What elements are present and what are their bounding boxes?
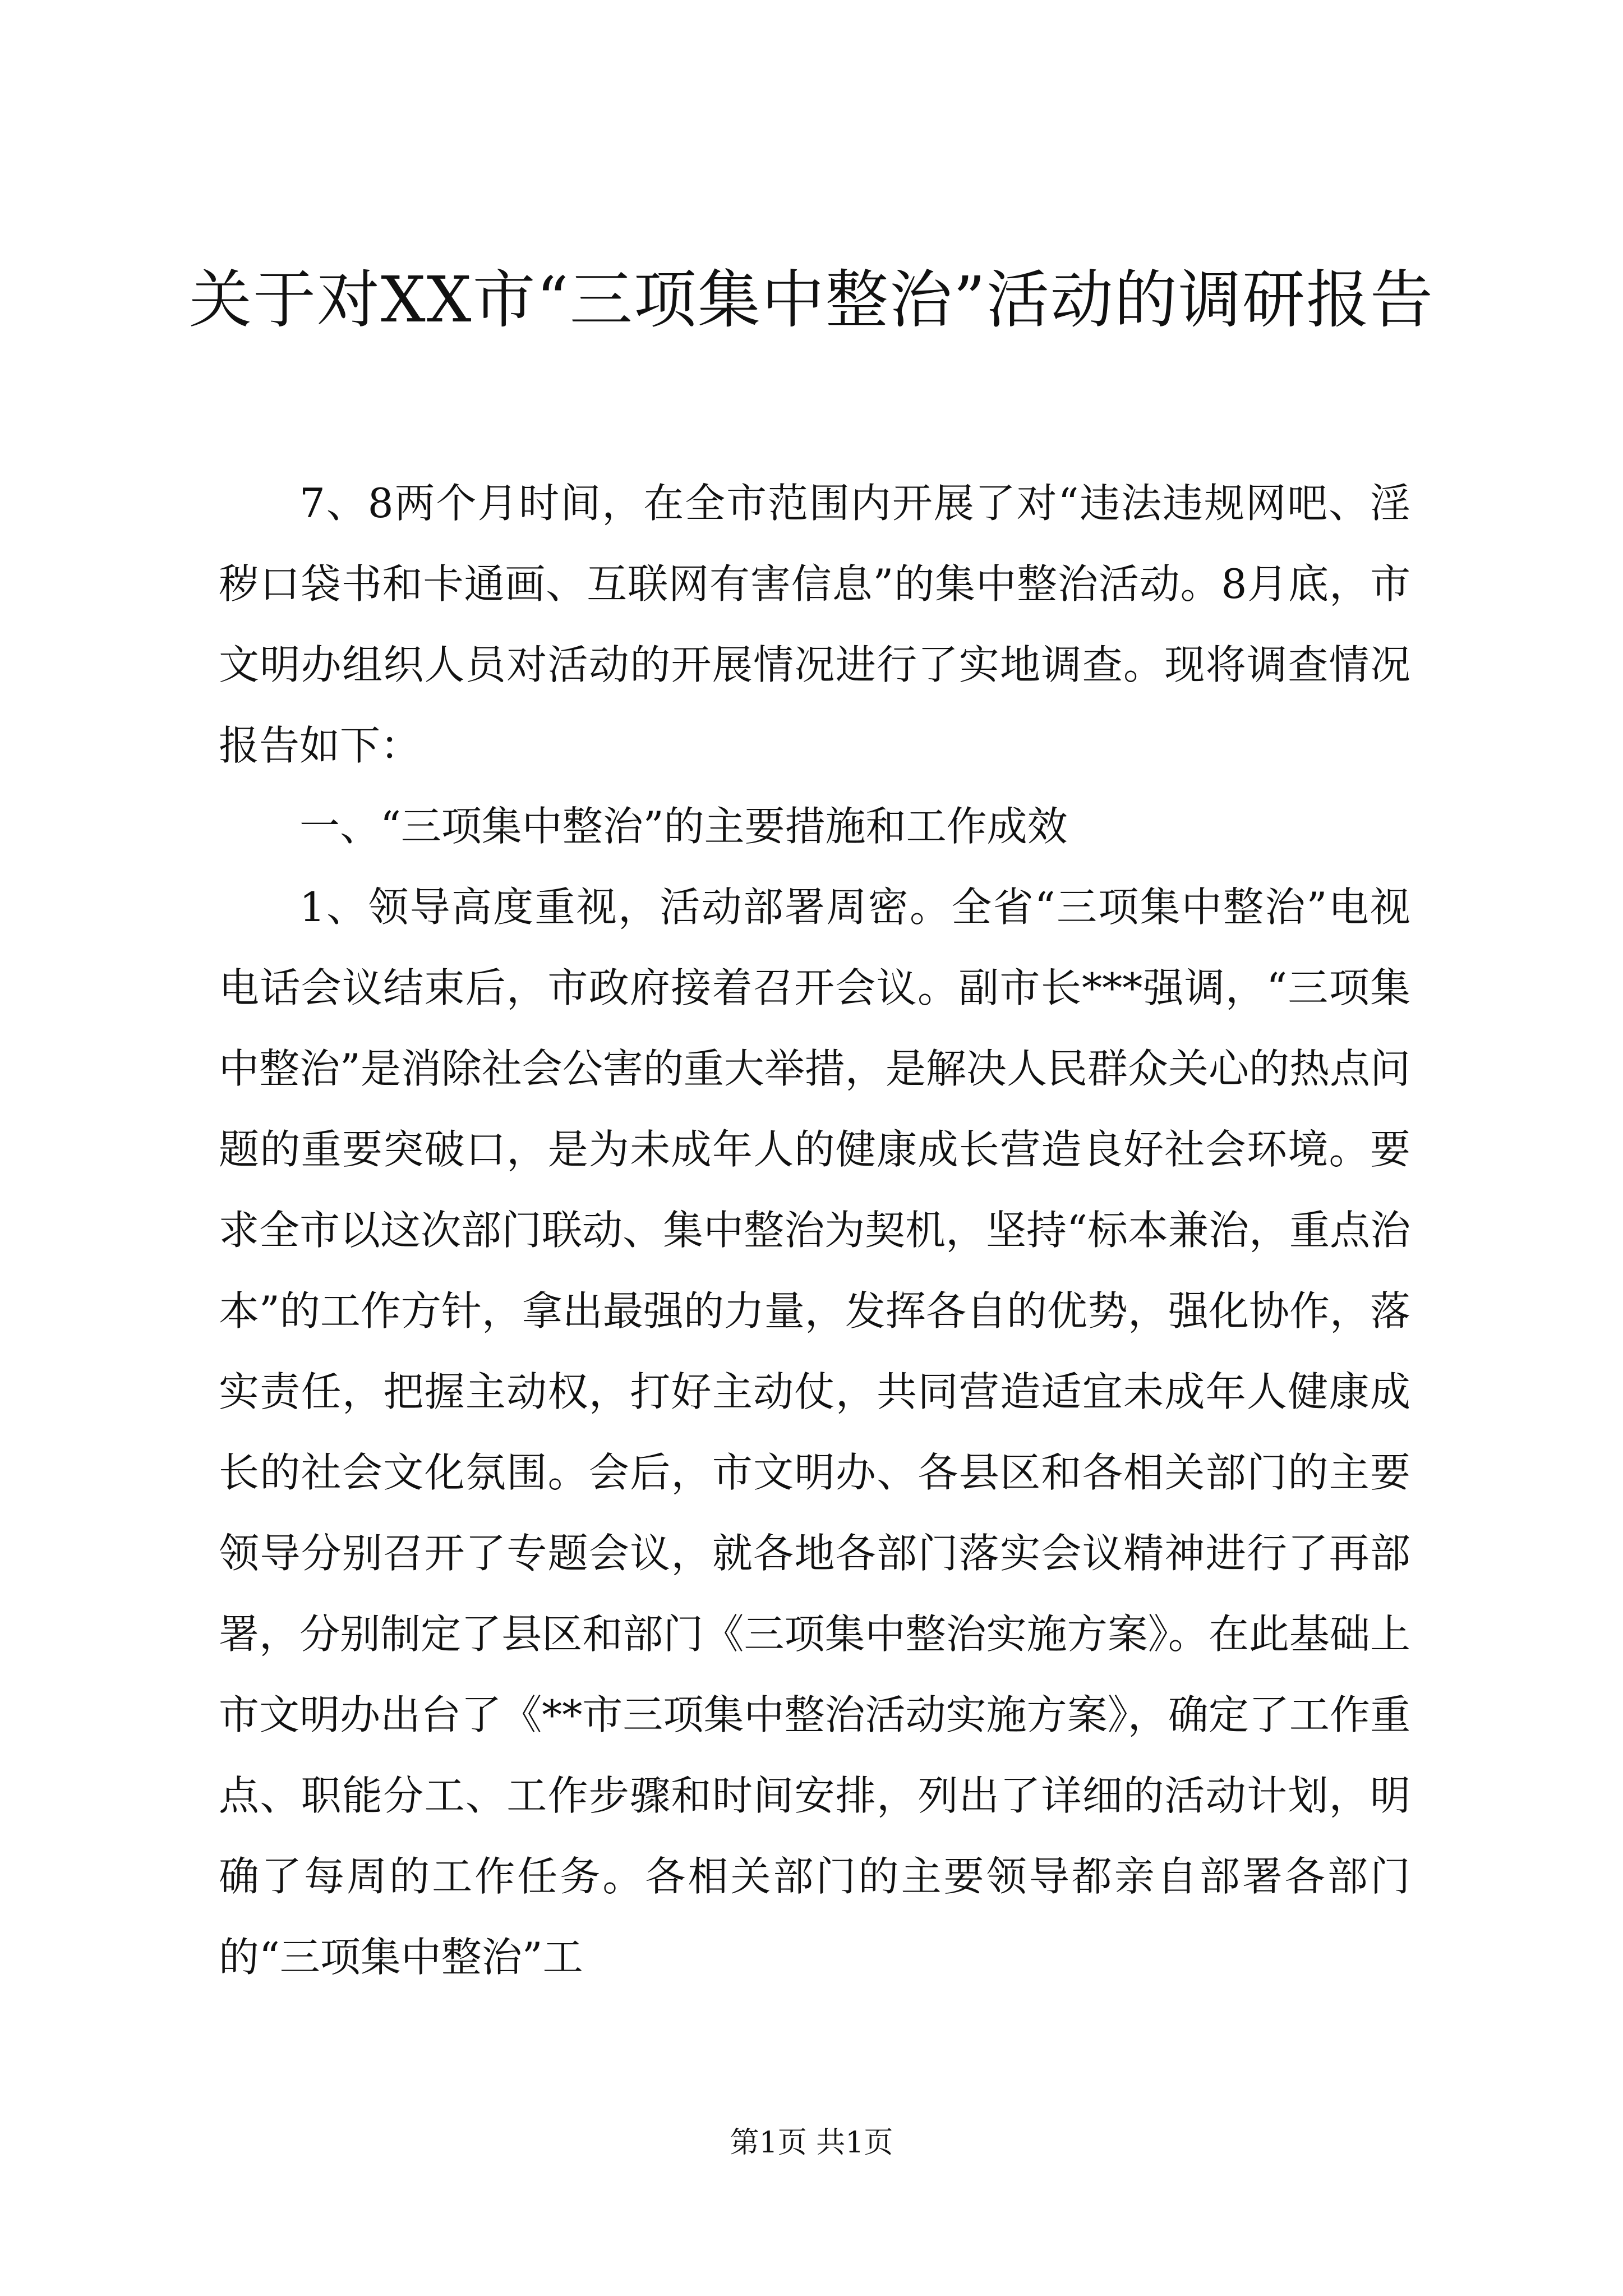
- page-footer: 第1页 共1页: [730, 2126, 893, 2160]
- section-heading: 一、“三项集中整治”的主要措施和工作成效: [299, 803, 1068, 850]
- body-paragraph: 1、领导高度重视，活动部署周密。全省“三项集中整治”电视电话会议结束后，市政府接着召开会议。副市长***强调，“三项集中整治”是消除社会公害的重大举措，是解决人民群众关心的热点问题的重要突破口，是为未成年人的健康成长营造良好社会环境。要求全市以这次部门联动、集中整治为契机，坚持“标本兼治，重点治本”的工作方针，拿出最强的力量，发挥各自的优势，强化协作，落实责任，把握主动权，打好主动仗，共同营造适宜未成年人健康成长的社会文化氛围。会后，市文明办、各县区和各相关部门的主要领导分别召开了专题会议，就各地各部门落实会议精神进行了再部署，分别制定了县区和部门《三项集中整治实施方案》。在此基础上市文明办出台了《**市三项集中整治活动实施方案》，确定了工作重点、职能分工、工作步骤和时间安排，列出了详细的活动计划，明确了每周的工作任务。各相关部门的主要领导都亲自部署各部门的“三项集中整治”工: [219, 884, 1410, 1981]
- intro-paragraph: 7、8两个月时间，在全市范围内开展了对“违法违规网吧、淫秽口袋书和卡通画、互联网有害信息”的集中整治活动。8月底，市文明办组织人员对活动的开展情况进行了实地调查。现将调查情况报告如下：: [219, 480, 1410, 769]
- document-body: [219, 463, 1410, 1998]
- document-title: 关于对XX市“三项集中整治”活动的调研报告: [189, 264, 1434, 337]
